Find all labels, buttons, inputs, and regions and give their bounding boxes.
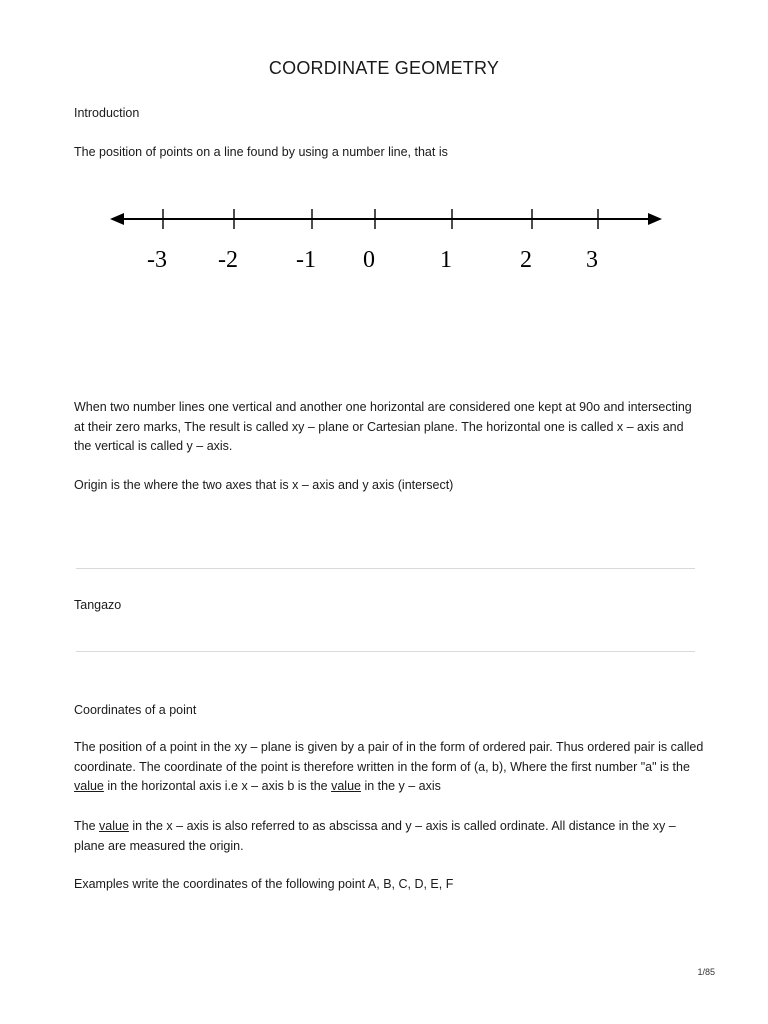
coordinates-paragraph-2-part-b: in the x – axis is also referred to as abscissa and y – axis is called ordinate. All distance in the xy – plane are measured the origin. <box>74 819 676 853</box>
underlined-value-word: value <box>331 779 361 793</box>
number-line-tick-label: -2 <box>218 247 238 273</box>
introduction-line: The position of points on a line found by using a number line, that is <box>74 145 448 159</box>
number-line-tick-label: -3 <box>147 247 167 273</box>
underlined-value-word: value <box>99 819 129 833</box>
number-line-tick-label: -1 <box>296 247 316 273</box>
page-title: COORDINATE GEOMETRY <box>268 58 500 78</box>
examples-line: Examples write the coordinates of the following point A, B, C, D, E, F <box>74 877 454 891</box>
two-number-lines-paragraph: When two number lines one vertical and another one horizontal are considered one kept at 90o and intersecting at their zero marks, The result is called xy – plane or Cartesian plane. The horizontal one is called x – axis and the vertical is called y – axis. <box>74 400 692 453</box>
separator-line-top <box>76 568 695 569</box>
coordinates-paragraph-1-part-b: in the horizontal axis i.e x – axis b is the <box>103 779 332 793</box>
separator-line-bottom <box>76 651 695 652</box>
number-line-figure <box>100 200 670 280</box>
tangazo-label: Tangazo <box>74 598 122 612</box>
left-arrow-head <box>110 213 124 225</box>
coordinates-heading: Coordinates of a point <box>74 703 197 717</box>
number-line-axis <box>110 213 662 225</box>
coordinates-paragraph-1-part-a: The position of a point in the xy – plane is given by a pair of in the form of ordered pair. Thus ordered pair is called coordinate. The coordinate of the point is therefore written in the form of (a, b), Where the first number "a" is the <box>74 740 704 774</box>
right-arrow-head <box>648 213 662 225</box>
number-line-tick-label: 3 <box>586 247 598 273</box>
coordinates-paragraph-2 <box>74 817 704 856</box>
number-line-tick-label: 1 <box>440 247 452 273</box>
introduction-heading: Introduction <box>74 106 140 120</box>
coordinates-paragraph-2-part-a: The <box>74 819 100 833</box>
coordinates-paragraph-1 <box>74 738 704 797</box>
coordinates-paragraph-1-part-c: in the y – axis <box>360 779 441 793</box>
origin-paragraph: Origin is the where the two axes that is x – axis and y axis (intersect) <box>74 478 454 492</box>
number-line-tick-label: 0 <box>363 247 375 273</box>
page-number: 1/85 <box>697 967 715 977</box>
number-line-tick-label: 2 <box>520 247 532 273</box>
underlined-value-word: value <box>74 779 104 793</box>
